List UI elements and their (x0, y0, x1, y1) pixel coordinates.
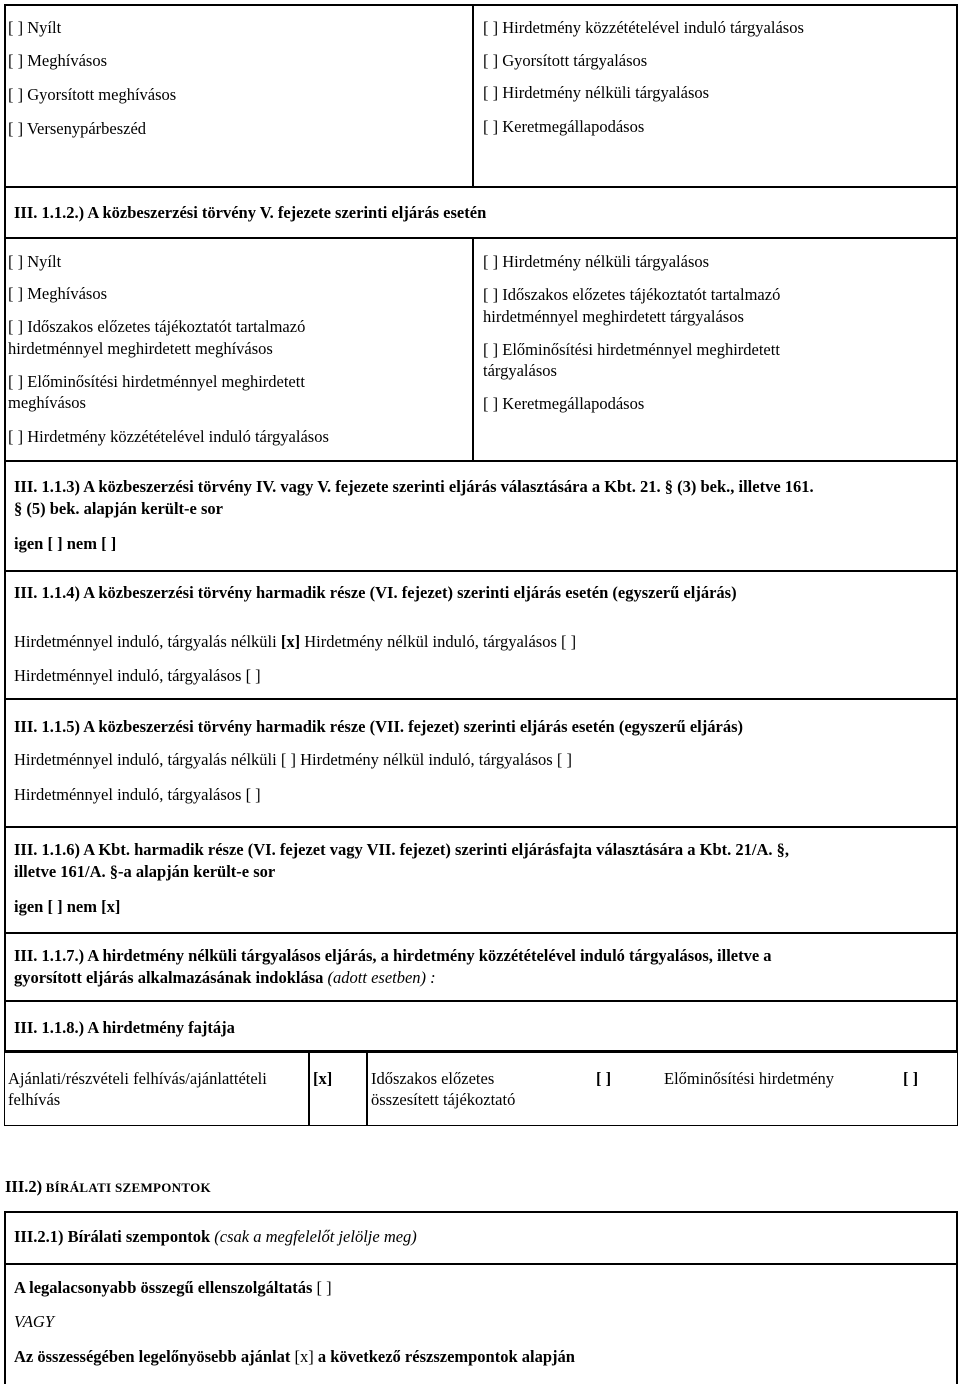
top-right-opt-4: [ ] Keretmegállapodásos (483, 117, 645, 136)
s112-left-1: [ ] Nyílt (8, 252, 62, 271)
s112-left-4b: meghívásos (8, 393, 86, 412)
s112-right-2: [ ] Időszakos előzetes tájékoztatót tartalmazó (483, 285, 781, 304)
notice-cell-4: [ ] (596, 1069, 612, 1088)
top-left-opt-1: [ ] Nyílt (8, 18, 62, 37)
top-right-opt-2: [ ] Gyorsított tárgyalásos (483, 51, 648, 70)
notice-type-table (4, 1052, 958, 1126)
criterion-best-value (14, 1347, 575, 1367)
section-117-line1: III. 1.1.7.) A hirdetmény nélküli tárgyalásos eljárás, a hirdetmény közzétételével induló tárgyalásos, illetve a (14, 946, 772, 965)
section-113-answer: igen [ ] nem [ ] (14, 534, 117, 553)
section-113-line1: III. 1.1.3) A közbeszerzési törvény IV. vagy V. fejezete szerinti eljárás választására a Kbt. 21. § (3) bek., illetve 161. (14, 477, 814, 496)
criterion-lowest-price (14, 1278, 332, 1298)
section-114-line2: Hirdetménnyel induló, tárgyalásos [ ] (14, 666, 261, 685)
criterion-or: VAGY (14, 1312, 55, 1331)
section-115-line1: Hirdetménnyel induló, tárgyalás nélküli [ ] Hirdetmény nélkül induló, tárgyalásos [ ] (14, 750, 572, 769)
s112-right-3: [ ] Előminősítési hirdetménnyel meghirdetett (483, 340, 780, 359)
section-114-line1 (14, 632, 576, 652)
s117-line2-italic: (adott esetben) : (323, 968, 436, 987)
section-116-line1: III. 1.1.6) A Kbt. harmadik része (VI. fejezet vagy VII. fejezet) szerinti eljárásfajta választására a Kbt. 21/A. §, (14, 840, 790, 859)
notice-cell-1a: Ajánlati/részvételi felhívás/ajánlattételi (8, 1069, 267, 1088)
section-113-line2: § (5) bek. alapján került-e sor (14, 499, 223, 518)
section-117-line2 (14, 968, 436, 988)
s32-heading-num: III.2) (5, 1177, 43, 1196)
s112-right-1: [ ] Hirdetmény nélküli tárgyalásos (483, 252, 710, 271)
section-116-line2: illetve 161/A. §-a alapján került-e sor (14, 862, 276, 881)
s112-left-4: [ ] Előminősítési hirdetménnyel meghirdetett (8, 372, 305, 391)
top-right-opt-1: [ ] Hirdetmény közzétételével induló tárgyalásos (483, 18, 804, 37)
notice-cell-1b: felhívás (8, 1090, 61, 1109)
section-114-heading: III. 1.1.4) A közbeszerzési törvény harmadik része (VI. fejezet) szerinti eljárás esetén (egyszerű eljárás) (14, 583, 737, 602)
top-left-opt-2: [ ] Meghívásos (8, 51, 107, 70)
s114-line1-b: [x] (280, 632, 301, 651)
s112-left-3: [ ] Időszakos előzetes tájékoztatót tartalmazó (8, 317, 306, 336)
notice-cell-3b: összesített tájékoztató (371, 1090, 516, 1109)
s114-line1-c: Hirdetmény nélkül induló, tárgyalásos [ ] (300, 632, 577, 651)
s117-line2-bold: gyorsított eljárás alkalmazásának indoklása (14, 968, 324, 987)
notice-col-div-2 (366, 1052, 368, 1126)
notice-cell-6: [ ] (903, 1069, 919, 1088)
criterion-1-label: A legalacsonyabb összegű ellenszolgáltatás (14, 1278, 313, 1297)
s112-left-2: [ ] Meghívásos (8, 284, 107, 303)
criterion-1-mark: [ ] (312, 1278, 332, 1297)
s114-line1-a: Hirdetménnyel induló, tárgyalás nélküli (14, 632, 281, 651)
s112-right-4: [ ] Keretmegállapodásos (483, 394, 645, 413)
notice-cell-3a: Időszakos előzetes (371, 1069, 495, 1088)
top-left-opt-3: [ ] Gyorsított meghívásos (8, 85, 177, 104)
s112-left-5: [ ] Hirdetmény közzétételével induló tárgyalásos (8, 427, 329, 446)
s112-right-2b: hirdetménnyel meghirdetett tárgyalásos (483, 307, 744, 326)
section-117-box (4, 932, 958, 1002)
section-32-heading (5, 1177, 211, 1198)
notice-cell-5: Előminősítési hirdetmény (664, 1069, 835, 1088)
s112-right-3b: tárgyalásos (483, 361, 557, 380)
section-112-rule (4, 237, 958, 239)
criterion-2-tail: a következő részszempontok alapján (317, 1347, 575, 1366)
s321-bold: III.2.1) Bírálati szempontok (14, 1227, 211, 1246)
s32-heading-title: BÍRÁLATI SZEMPONTOK (42, 1180, 211, 1195)
criterion-2-label: Az összességében legelőnyösebb ajánlat (14, 1347, 291, 1366)
top-left-opt-4: [ ] Versenypárbeszéd (8, 119, 147, 138)
notice-col-div-1 (308, 1052, 310, 1126)
section-112-divider (472, 238, 474, 462)
s112-left-3b: hirdetménnyel meghirdetett meghívásos (8, 339, 273, 358)
section-115-line2: Hirdetménnyel induló, tárgyalásos [ ] (14, 785, 261, 804)
section-116-answer: igen [ ] nem [x] (14, 897, 121, 916)
top-divider (472, 4, 474, 188)
section-112-heading: III. 1.1.2.) A közbeszerzési törvény V. fejezete szerinti eljárás esetén (14, 203, 487, 222)
section-321-heading (14, 1227, 417, 1247)
notice-cell-2: [x] (313, 1069, 333, 1088)
top-right-opt-3: [ ] Hirdetmény nélküli tárgyalásos (483, 83, 710, 102)
criterion-2-mark: [x] (290, 1347, 318, 1366)
section-118-heading: III. 1.1.8.) A hirdetmény fajtája (14, 1018, 235, 1037)
s321-italic: (csak a megfelelőt jelölje meg) (210, 1227, 417, 1246)
section-115-heading: III. 1.1.5) A közbeszerzési törvény harmadik része (VII. fejezet) szerinti eljárás esetén (egyszerű eljárás) (14, 717, 743, 736)
